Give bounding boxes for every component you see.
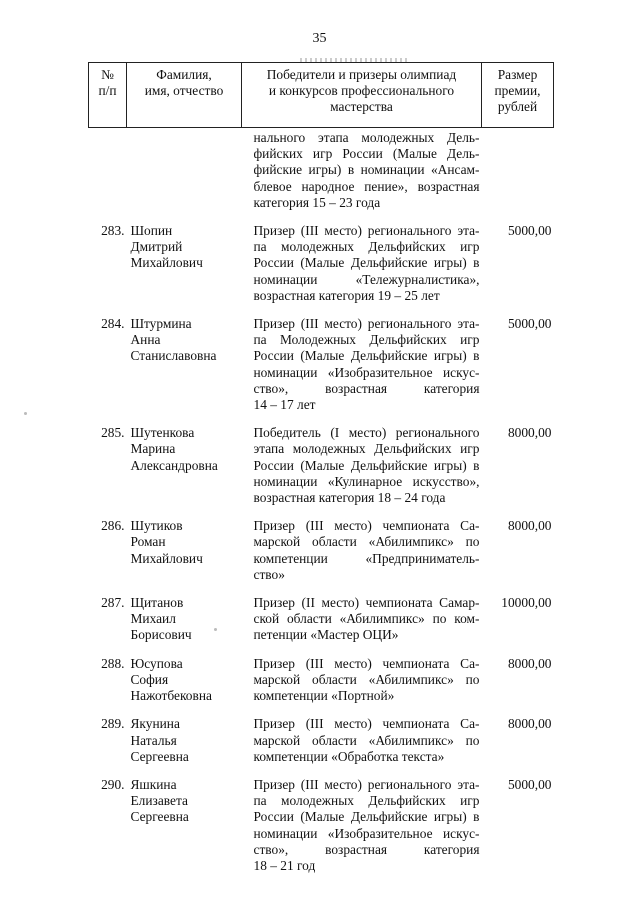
name-line: Штурмина bbox=[130, 316, 192, 332]
cell-name bbox=[127, 765, 242, 874]
header-name bbox=[127, 63, 242, 128]
desc-line: марской области «Абилимпикс» по bbox=[253, 671, 480, 687]
awards-table bbox=[88, 62, 554, 874]
name-line: Анна bbox=[130, 332, 161, 348]
name-line: Борисович bbox=[130, 627, 192, 643]
desc-line: ской области «Абилимпикс» по ком- bbox=[253, 611, 480, 627]
name-line: Щитанов bbox=[130, 595, 184, 611]
name-line: Александровна bbox=[130, 457, 218, 473]
desc-line: Призер (III место) чемпионата Са- bbox=[253, 518, 480, 534]
name-line: Станиславовна bbox=[130, 348, 217, 364]
header-amount-line: премии, bbox=[494, 83, 541, 98]
cell-num: 288. bbox=[101, 655, 125, 671]
name-line: Марина bbox=[130, 441, 176, 457]
desc-line: России (Малые Дельфийские игры) в bbox=[253, 255, 480, 271]
cell-amount bbox=[482, 128, 554, 212]
cell-num: 283. bbox=[101, 223, 125, 239]
desc-line: Призер (III место) чемпионата Са- bbox=[253, 716, 480, 732]
desc-line: компетенции «Портной» bbox=[253, 688, 395, 704]
header-desc-line: и конкурсов профессионального bbox=[268, 83, 455, 98]
cell-desc bbox=[242, 211, 482, 304]
cell-num: 287. bbox=[101, 595, 125, 611]
name-line: Шопин bbox=[130, 223, 173, 239]
cell-amount: 8000,00 bbox=[507, 425, 552, 441]
header-name-line: Фамилия, bbox=[156, 67, 212, 82]
header-desc-line: мастерства bbox=[330, 99, 393, 114]
table-row bbox=[89, 413, 554, 506]
desc-line: Призер (III место) регионального эта- bbox=[253, 776, 480, 792]
page-number: 35 bbox=[312, 31, 327, 46]
desc-line: 18 – 21 год bbox=[253, 857, 316, 873]
desc-line: Призер (III место) регионального эта- bbox=[253, 316, 480, 332]
header-amount-line: Размер bbox=[497, 67, 538, 82]
name-line: София bbox=[130, 671, 169, 687]
name-line: Михаил bbox=[130, 611, 176, 627]
scan-speck bbox=[24, 412, 27, 415]
cell-amount: 5000,00 bbox=[507, 223, 552, 239]
desc-line: па Молодежных Дельфийских игр bbox=[253, 332, 480, 348]
desc-line: компетенции «Обработка текста» bbox=[253, 748, 445, 764]
desc-line: Призер (II место) чемпионата Самар- bbox=[253, 595, 480, 611]
table-row bbox=[89, 211, 554, 304]
header-num-line: № bbox=[101, 67, 114, 82]
cell-amount: 10000,00 bbox=[501, 595, 552, 611]
name-line: Елизавета bbox=[130, 793, 188, 809]
cell-desc bbox=[242, 704, 482, 765]
name-line: Михайлович bbox=[130, 255, 203, 271]
name-line: Нажотбековна bbox=[130, 688, 212, 704]
cell-desc bbox=[242, 128, 482, 212]
desc-line: 14 – 17 лет bbox=[253, 397, 316, 413]
desc-line: па молодежных Дельфийских игр bbox=[253, 239, 480, 255]
cell-num: 285. bbox=[101, 425, 125, 441]
desc-line: блевое народное пение», возрастная bbox=[253, 178, 480, 194]
cell-num: 290. bbox=[101, 776, 125, 792]
desc-line: ство», возрастная категория bbox=[253, 841, 480, 857]
desc-line: категория 15 – 23 года bbox=[253, 194, 381, 210]
name-line: Шутенкова bbox=[130, 425, 195, 441]
desc-line: фийских игр России (Малые Дель- bbox=[253, 146, 480, 162]
cell-desc bbox=[242, 583, 482, 644]
name-line: Яшкина bbox=[130, 776, 177, 792]
desc-line: Призер (III место) чемпионата Са- bbox=[253, 655, 480, 671]
desc-line: ство», возрастная категория bbox=[253, 380, 480, 396]
cell-num: 284. bbox=[101, 316, 125, 332]
desc-line: возрастная категория 18 – 24 года bbox=[253, 490, 446, 506]
desc-line: номинации «Кулинарное искусство», bbox=[253, 473, 480, 489]
desc-line: номинации «Изобразительное искус- bbox=[253, 364, 480, 380]
header-num-line: п/п bbox=[98, 83, 117, 98]
table-row-continuation bbox=[89, 128, 554, 212]
cell-num bbox=[89, 128, 127, 212]
name-line: Сергеевна bbox=[130, 809, 189, 825]
desc-line: возрастная категория 19 – 25 лет bbox=[253, 287, 440, 303]
cell-amount: 5000,00 bbox=[507, 316, 552, 332]
cell-name bbox=[127, 506, 242, 583]
cell-desc bbox=[242, 304, 482, 413]
desc-line: Победитель (I место) регионального bbox=[253, 425, 480, 441]
desc-line: номинации «Тележурналистика», bbox=[253, 271, 480, 287]
table-row bbox=[89, 765, 554, 874]
cell-amount: 8000,00 bbox=[507, 655, 552, 671]
header-amount bbox=[482, 63, 554, 128]
desc-line: марской области «Абилимпикс» по bbox=[253, 534, 480, 550]
header-amount-line: рублей bbox=[497, 99, 538, 114]
desc-line: петенции «Мастер ОЦИ» bbox=[253, 627, 399, 643]
cell-desc bbox=[242, 413, 482, 506]
cell-num: 289. bbox=[101, 716, 125, 732]
name-line: Якунина bbox=[130, 716, 180, 732]
desc-line: России (Малые Дельфийские игры) в bbox=[253, 809, 480, 825]
cell-amount: 8000,00 bbox=[507, 518, 552, 534]
desc-line: нального этапа молодежных Дель- bbox=[253, 130, 480, 145]
name-line: Наталья bbox=[130, 732, 177, 748]
name-line: Сергеевна bbox=[130, 748, 189, 764]
header-desc-line: Победители и призеры олимпиад bbox=[266, 67, 457, 82]
cell-desc bbox=[242, 506, 482, 583]
name-line: Дмитрий bbox=[130, 239, 183, 255]
name-line: Михайлович bbox=[130, 550, 203, 566]
cell-name bbox=[127, 128, 242, 212]
cell-name bbox=[127, 304, 242, 413]
desc-line: этапа молодежных Дельфийских игр bbox=[253, 441, 480, 457]
desc-line: марской области «Абилимпикс» по bbox=[253, 732, 480, 748]
header-name-line: имя, отчество bbox=[144, 83, 224, 98]
table-row bbox=[89, 583, 554, 644]
cell-name bbox=[127, 211, 242, 304]
cell-desc bbox=[242, 644, 482, 705]
header-num bbox=[89, 63, 127, 128]
name-line: Роман bbox=[130, 534, 166, 550]
table-row bbox=[89, 644, 554, 705]
table-row bbox=[89, 704, 554, 765]
desc-line: России (Малые Дельфийские игры) в bbox=[253, 457, 480, 473]
cell-name bbox=[127, 413, 242, 506]
desc-line: ство» bbox=[253, 566, 285, 582]
cell-desc bbox=[242, 765, 482, 874]
desc-line: Призер (III место) регионального эта- bbox=[253, 223, 480, 239]
cell-name bbox=[127, 704, 242, 765]
cell-amount: 5000,00 bbox=[507, 776, 552, 792]
table-header-row bbox=[89, 63, 554, 128]
cell-name bbox=[127, 644, 242, 705]
desc-line: компетенции «Предприниматель- bbox=[253, 550, 480, 566]
table-row bbox=[89, 506, 554, 583]
desc-line: фийские игры) в номинации «Ансам- bbox=[253, 162, 480, 178]
header-desc bbox=[242, 63, 482, 128]
desc-line: номинации «Изобразительное искус- bbox=[253, 825, 480, 841]
cell-amount: 8000,00 bbox=[507, 716, 552, 732]
desc-line: па молодежных Дельфийских игр bbox=[253, 793, 480, 809]
cell-name bbox=[127, 583, 242, 644]
table-row bbox=[89, 304, 554, 413]
desc-line: России (Малые Дельфийские игры) в bbox=[253, 348, 480, 364]
name-line: Юсупова bbox=[130, 655, 183, 671]
name-line: Шутиков bbox=[130, 518, 183, 534]
cell-num: 286. bbox=[101, 518, 125, 534]
